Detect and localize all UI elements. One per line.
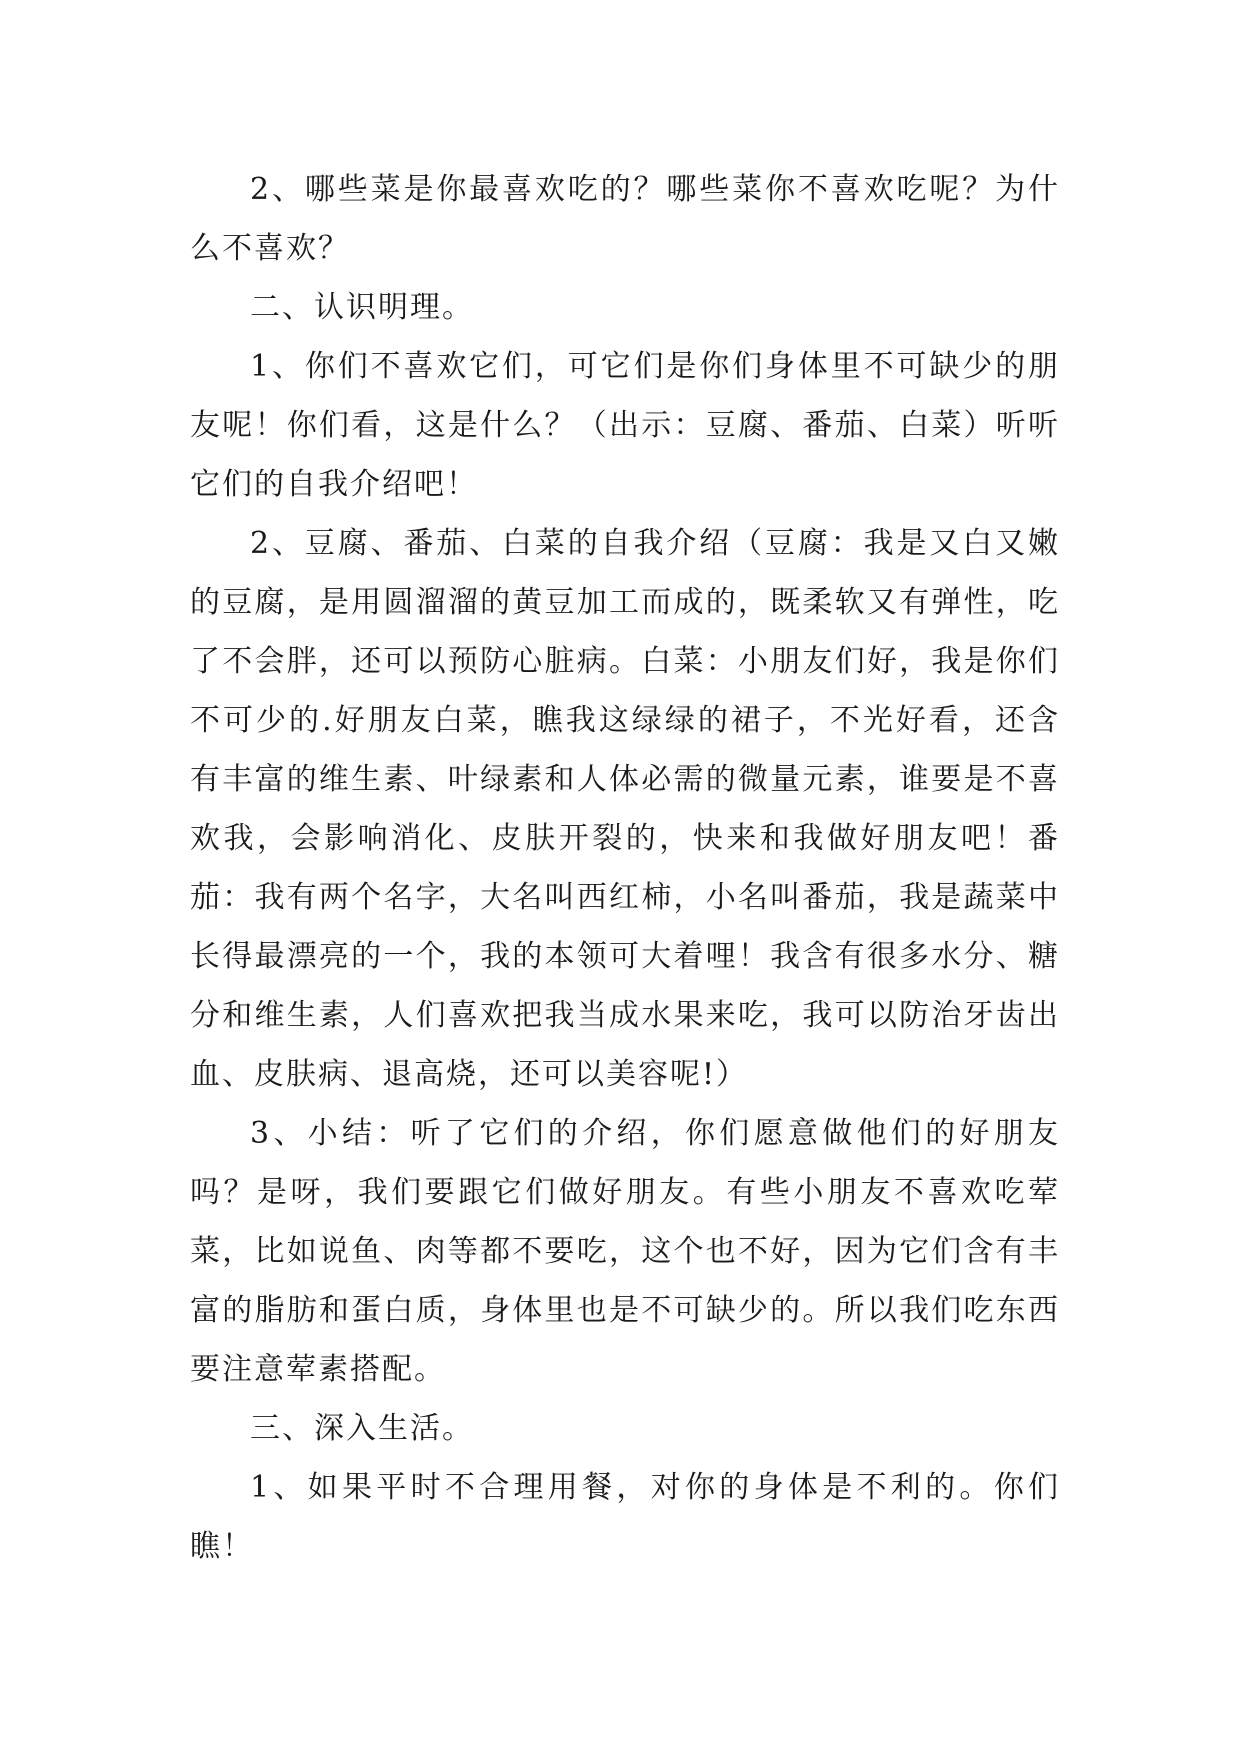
paragraph-item-1: 1、你们不喜欢它们，可它们是你们身体里不可缺少的朋友呢！你们看，这是什么？（出示：豆腐、番茄、白菜）听听它们的自我介绍吧！ [190, 349, 1060, 502]
section-heading-3: 三、深入生活。 [250, 1411, 474, 1446]
paragraph-summary: 3、小结：听了它们的介绍，你们愿意做他们的好朋友吗？是呀，我们要跟它们做好朋友。有些小朋友不喜欢吃荤菜，比如说鱼、肉等都不要吃，这个也不好，因为它们含有丰富的脂肪和蛋白质，身体里也是不可缺少的。所以我们吃东西要注意荤素搭配。 [190, 1116, 1060, 1387]
paragraph-item-3-1: 1、如果平时不合理用餐，对你的身体是不利的。你们瞧！ [190, 1470, 1060, 1564]
paragraph-question-2: 2、哪些菜是你最喜欢吃的？哪些菜你不喜欢吃呢？为什么不喜欢？ [190, 172, 1060, 266]
section-heading-2: 二、认识明理。 [250, 290, 474, 325]
document-body [190, 160, 1060, 1576]
paragraph-item-2: 2、豆腐、番茄、白菜的自我介绍（豆腐：我是又白又嫩的豆腐，是用圆溜溜的黄豆加工而成的，既柔软又有弹性，吃了不会胖，还可以预防心脏病。白菜：小朋友们好，我是你们不可少的.好朋友白菜，瞧我这绿绿的裙子，不光好看，还含有丰富的维生素、叶绿素和人体必需的微量元素，谁要是不喜欢我，会影响消化、皮肤开裂的，快来和我做好朋友吧！番茄：我有两个名字，大名叫西红柿，小名叫番茄，我是蔬菜中长得最漂亮的一个，我的本领可大着哩！我含有很多水分、糖分和维生素，人们喜欢把我当成水果来吃，我可以防治牙齿出血、皮肤病、退高烧，还可以美容呢!） [190, 526, 1060, 1092]
